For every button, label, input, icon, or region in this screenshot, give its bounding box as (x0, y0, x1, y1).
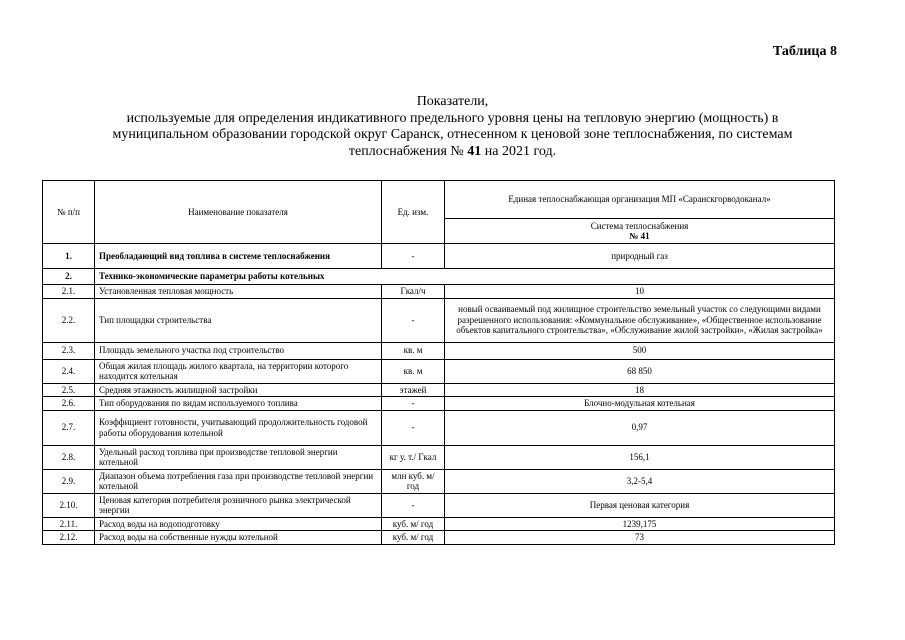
document-heading (40, 94, 865, 160)
section-2-row (43, 269, 835, 285)
table-row (43, 383, 835, 397)
row-unit: куб. м/ год (382, 517, 445, 531)
row-unit: - (382, 397, 445, 411)
row-name: Удельный расход топлива при производстве тепловой энергии котельной (95, 445, 382, 469)
row-num: 2.3. (43, 342, 95, 359)
row-unit: - (382, 298, 445, 342)
header-org: Единая теплоснабжающая организация МП «Саранскгорводоканал» (445, 181, 835, 219)
table-row (43, 410, 835, 445)
header-system-number: № 41 (629, 231, 650, 241)
section-1-name: Преобладающий вид топлива в системе теплоснабжения (95, 244, 382, 269)
row-value: 0,97 (445, 410, 835, 445)
row-name: Средняя этажность жилищной застройки (95, 383, 382, 397)
row-name: Тип оборудования по видам используемого топлива (95, 397, 382, 411)
table-row (43, 359, 835, 383)
row-num: 2.11. (43, 517, 95, 531)
row-num: 2.1. (43, 285, 95, 299)
row-num: 2.9. (43, 469, 95, 493)
heading-line-2: используемые для определения индикативного предельного уровня цены на тепловую энергию (мощность) в (126, 110, 779, 126)
section-2-num: 2. (43, 269, 95, 285)
section-1-unit: - (382, 244, 445, 269)
row-value: 18 (445, 383, 835, 397)
heading-line-4-suffix: на 2021 год. (484, 143, 557, 159)
row-name: Тип площадки строительства (95, 298, 382, 342)
row-num: 2.2. (43, 298, 95, 342)
header-row (43, 181, 835, 219)
row-num: 2.8. (43, 445, 95, 469)
row-value: 73 (445, 531, 835, 545)
section-2-name: Технико-экономические параметры работы котельных (95, 269, 835, 285)
row-unit: куб. м/ год (382, 531, 445, 545)
row-unit: кг у. т./ Гкал (382, 445, 445, 469)
row-unit: кв. м (382, 342, 445, 359)
heading-line-3: муниципальном образовании городской округ Саранск, отнесенном к ценовой зоне теплоснабжения, по системам (112, 127, 793, 142)
table-row (43, 531, 835, 545)
row-name: Расход воды на водоподготовку (95, 517, 382, 531)
indicators-table (42, 180, 835, 545)
header-num: № п/п (43, 181, 95, 244)
row-num: 2.10. (43, 493, 95, 517)
row-name: Ценовая категория потребителя розничного рынка электрической энергии (95, 493, 382, 517)
row-name: Расход воды на собственные нужды котельной (95, 531, 382, 545)
table-row (43, 397, 835, 411)
row-value: 3,2-5,4 (445, 469, 835, 493)
row-num: 2.6. (43, 397, 95, 411)
section-1-num: 1. (43, 244, 95, 269)
section-1-value: природный газ (445, 244, 835, 269)
row-unit: млн куб. м/год (382, 469, 445, 493)
header-name: Наименование показателя (95, 181, 382, 244)
row-num: 2.7. (43, 410, 95, 445)
row-value: 10 (445, 285, 835, 299)
row-name: Установленная тепловая мощность (95, 285, 382, 299)
table-label: Таблица 8 (772, 44, 837, 59)
heading-line-4-prefix: теплоснабжения № (348, 143, 464, 159)
row-name: Диапазон объема потребления газа при производстве тепловой энергии котельной (95, 469, 382, 493)
header-unit: Ед. изм. (382, 181, 445, 244)
header-system-label: Система теплоснабжения (590, 220, 689, 231)
header-system (445, 219, 835, 244)
table-row (43, 298, 835, 342)
row-value: 68 850 (445, 359, 835, 383)
row-unit: кв. м (382, 359, 445, 383)
table-row (43, 469, 835, 493)
section-1-row (43, 244, 835, 269)
table-row (43, 342, 835, 359)
row-num: 2.4. (43, 359, 95, 383)
row-value: Блочно-модульная котельная (445, 397, 835, 411)
row-unit: этажей (382, 383, 445, 397)
row-value: 1239,175 (445, 517, 835, 531)
table-row (43, 285, 835, 299)
row-value: 500 (445, 342, 835, 359)
heading-line-4 (40, 144, 865, 161)
row-value: Первая ценовая категория (445, 493, 835, 517)
table-row (43, 493, 835, 517)
row-name: Общая жилая площадь жилого квартала, на территории которого находится котельная (95, 359, 382, 383)
row-num: 2.5. (43, 383, 95, 397)
system-number: 41 (467, 143, 482, 159)
row-num: 2.12. (43, 531, 95, 545)
row-unit: - (382, 493, 445, 517)
row-name: Площадь земельного участка под строительство (95, 342, 382, 359)
row-value: 156,1 (445, 445, 835, 469)
table-row (43, 445, 835, 469)
heading-line-1: Показатели, (416, 94, 489, 109)
row-value: новый осваиваемый под жилищное строительство земельный участок со следующими видами разрешенного использования: «Коммунальное обслуживание», «Общественное использование объектов капитального строительства», «Обслуживание жилой застройки», «Жилая застройка» (445, 298, 835, 342)
row-unit: Гкал/ч (382, 285, 445, 299)
row-name: Коэффициент готовности, учитывающий продолжительность годовой работы оборудования котельной (95, 410, 382, 445)
row-unit: - (382, 410, 445, 445)
table-row (43, 517, 835, 531)
